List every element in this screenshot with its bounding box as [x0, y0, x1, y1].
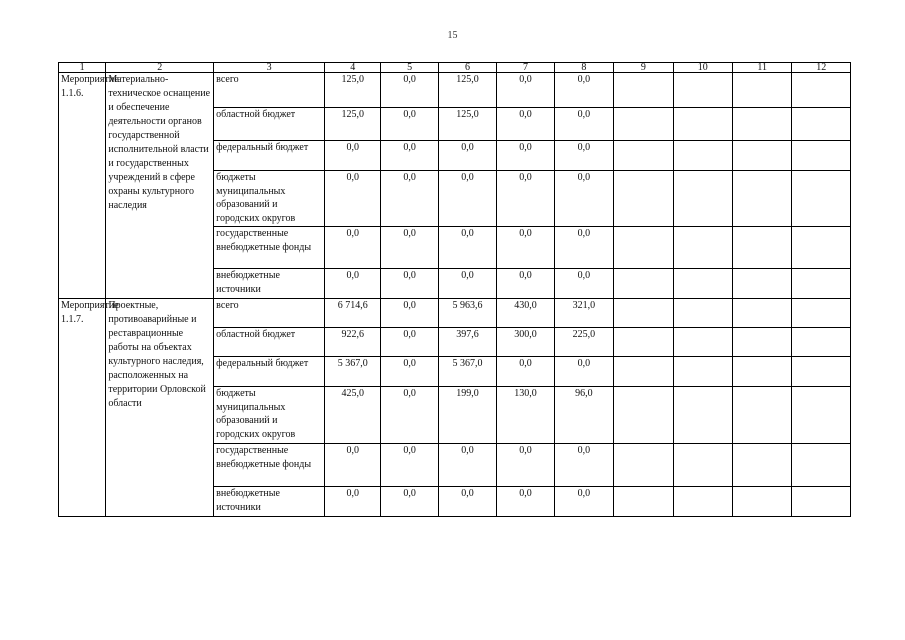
- funding-source: бюджеты муниципальных образований и городских округов: [214, 387, 325, 444]
- value-cell: 0,0: [381, 444, 438, 487]
- empty-cell: [733, 73, 792, 108]
- funding-source: всего: [214, 73, 325, 108]
- empty-cell: [614, 328, 673, 357]
- empty-cell: [733, 299, 792, 328]
- funding-source: бюджеты муниципальных образований и городских округов: [214, 171, 325, 227]
- value-cell: 5 367,0: [324, 357, 380, 387]
- value-cell: 0,0: [554, 73, 613, 108]
- value-cell: 0,0: [554, 444, 613, 487]
- funding-source: внебюджетные источники: [214, 487, 325, 517]
- value-cell: 300,0: [497, 328, 554, 357]
- column-header: 3: [214, 63, 325, 73]
- value-cell: 0,0: [554, 141, 613, 171]
- value-cell: 0,0: [381, 357, 438, 387]
- empty-cell: [792, 171, 851, 227]
- value-cell: 0,0: [438, 171, 496, 227]
- empty-cell: [614, 269, 673, 299]
- value-cell: 0,0: [381, 299, 438, 328]
- empty-cell: [614, 487, 673, 517]
- table-header-row: [59, 63, 851, 73]
- funding-table: [58, 62, 851, 517]
- empty-cell: [733, 444, 792, 487]
- value-cell: 321,0: [554, 299, 613, 328]
- value-cell: 0,0: [381, 387, 438, 444]
- value-cell: 0,0: [381, 269, 438, 299]
- funding-source: областной бюджет: [214, 108, 325, 141]
- table-row: [59, 73, 851, 108]
- column-header: 4: [324, 63, 380, 73]
- activity-title: Проектные, противоаварийные и реставрационные работы на объектах культурного наследия, расположенных на территории Орловской области: [106, 299, 214, 517]
- column-header: 6: [438, 63, 496, 73]
- column-header: 1: [59, 63, 106, 73]
- value-cell: 0,0: [554, 227, 613, 269]
- empty-cell: [673, 357, 732, 387]
- value-cell: 0,0: [381, 73, 438, 108]
- empty-cell: [792, 227, 851, 269]
- empty-cell: [733, 269, 792, 299]
- column-header: 2: [106, 63, 214, 73]
- empty-cell: [792, 357, 851, 387]
- empty-cell: [733, 227, 792, 269]
- funding-source: всего: [214, 299, 325, 328]
- value-cell: 0,0: [554, 269, 613, 299]
- value-cell: 0,0: [554, 171, 613, 227]
- value-cell: 5 963,6: [438, 299, 496, 328]
- empty-cell: [792, 328, 851, 357]
- empty-cell: [614, 357, 673, 387]
- value-cell: 225,0: [554, 328, 613, 357]
- value-cell: 6 714,6: [324, 299, 380, 328]
- empty-cell: [673, 328, 732, 357]
- empty-cell: [792, 73, 851, 108]
- empty-cell: [733, 108, 792, 141]
- value-cell: 125,0: [438, 73, 496, 108]
- empty-cell: [792, 487, 851, 517]
- column-header: 10: [673, 63, 732, 73]
- value-cell: 0,0: [438, 269, 496, 299]
- value-cell: 0,0: [554, 357, 613, 387]
- empty-cell: [673, 444, 732, 487]
- value-cell: 0,0: [554, 487, 613, 517]
- empty-cell: [614, 299, 673, 328]
- empty-cell: [614, 73, 673, 108]
- activity-code: Мероприятие 1.1.6.: [59, 73, 106, 299]
- empty-cell: [733, 487, 792, 517]
- value-cell: 0,0: [324, 444, 380, 487]
- value-cell: 430,0: [497, 299, 554, 328]
- funding-source: федеральный бюджет: [214, 141, 325, 171]
- empty-cell: [673, 227, 732, 269]
- column-header: 11: [733, 63, 792, 73]
- column-header: 8: [554, 63, 613, 73]
- value-cell: 0,0: [381, 171, 438, 227]
- empty-cell: [792, 387, 851, 444]
- value-cell: 0,0: [497, 141, 554, 171]
- empty-cell: [733, 387, 792, 444]
- empty-cell: [614, 141, 673, 171]
- value-cell: 0,0: [381, 227, 438, 269]
- column-header: 12: [792, 63, 851, 73]
- funding-source: государственные внебюджетные фонды: [214, 444, 325, 487]
- empty-cell: [673, 387, 732, 444]
- value-cell: 0,0: [324, 269, 380, 299]
- empty-cell: [733, 141, 792, 171]
- page-number: 15: [447, 30, 458, 41]
- value-cell: 397,6: [438, 328, 496, 357]
- value-cell: 0,0: [438, 227, 496, 269]
- value-cell: 130,0: [497, 387, 554, 444]
- empty-cell: [614, 108, 673, 141]
- value-cell: 0,0: [438, 141, 496, 171]
- value-cell: 5 367,0: [438, 357, 496, 387]
- activity-code: Мероприятие 1.1.7.: [59, 299, 106, 517]
- value-cell: 0,0: [324, 227, 380, 269]
- value-cell: 0,0: [497, 108, 554, 141]
- funding-source: федеральный бюджет: [214, 357, 325, 387]
- value-cell: 0,0: [381, 328, 438, 357]
- empty-cell: [792, 141, 851, 171]
- empty-cell: [792, 444, 851, 487]
- value-cell: 0,0: [438, 487, 496, 517]
- empty-cell: [673, 299, 732, 328]
- funding-source: областной бюджет: [214, 328, 325, 357]
- value-cell: 0,0: [497, 444, 554, 487]
- empty-cell: [673, 269, 732, 299]
- column-header: 5: [381, 63, 438, 73]
- value-cell: 0,0: [324, 487, 380, 517]
- value-cell: 199,0: [438, 387, 496, 444]
- empty-cell: [673, 171, 732, 227]
- value-cell: 0,0: [438, 444, 496, 487]
- value-cell: 125,0: [438, 108, 496, 141]
- value-cell: 0,0: [554, 108, 613, 141]
- empty-cell: [792, 108, 851, 141]
- value-cell: 0,0: [497, 269, 554, 299]
- value-cell: 0,0: [381, 141, 438, 171]
- empty-cell: [614, 171, 673, 227]
- empty-cell: [733, 357, 792, 387]
- value-cell: 425,0: [324, 387, 380, 444]
- empty-cell: [792, 299, 851, 328]
- empty-cell: [614, 444, 673, 487]
- activity-title: Материально-техническое оснащение и обеспечение деятельности органов государственной исполнительной власти и государственных учреждений в сфере охраны культурного наследия: [106, 73, 214, 299]
- value-cell: 922,6: [324, 328, 380, 357]
- column-header: 9: [614, 63, 673, 73]
- empty-cell: [673, 487, 732, 517]
- empty-cell: [614, 227, 673, 269]
- empty-cell: [673, 141, 732, 171]
- value-cell: 0,0: [497, 487, 554, 517]
- empty-cell: [733, 171, 792, 227]
- value-cell: 0,0: [324, 171, 380, 227]
- empty-cell: [673, 73, 732, 108]
- value-cell: 125,0: [324, 73, 380, 108]
- value-cell: 0,0: [324, 141, 380, 171]
- value-cell: 0,0: [381, 487, 438, 517]
- empty-cell: [733, 328, 792, 357]
- empty-cell: [673, 108, 732, 141]
- column-header: 7: [497, 63, 554, 73]
- value-cell: 0,0: [497, 357, 554, 387]
- table-row: [59, 299, 851, 328]
- value-cell: 0,0: [381, 108, 438, 141]
- value-cell: 0,0: [497, 171, 554, 227]
- empty-cell: [792, 269, 851, 299]
- funding-source: внебюджетные источники: [214, 269, 325, 299]
- value-cell: 125,0: [324, 108, 380, 141]
- empty-cell: [614, 387, 673, 444]
- value-cell: 0,0: [497, 73, 554, 108]
- funding-source: государственные внебюджетные фонды: [214, 227, 325, 269]
- value-cell: 96,0: [554, 387, 613, 444]
- value-cell: 0,0: [497, 227, 554, 269]
